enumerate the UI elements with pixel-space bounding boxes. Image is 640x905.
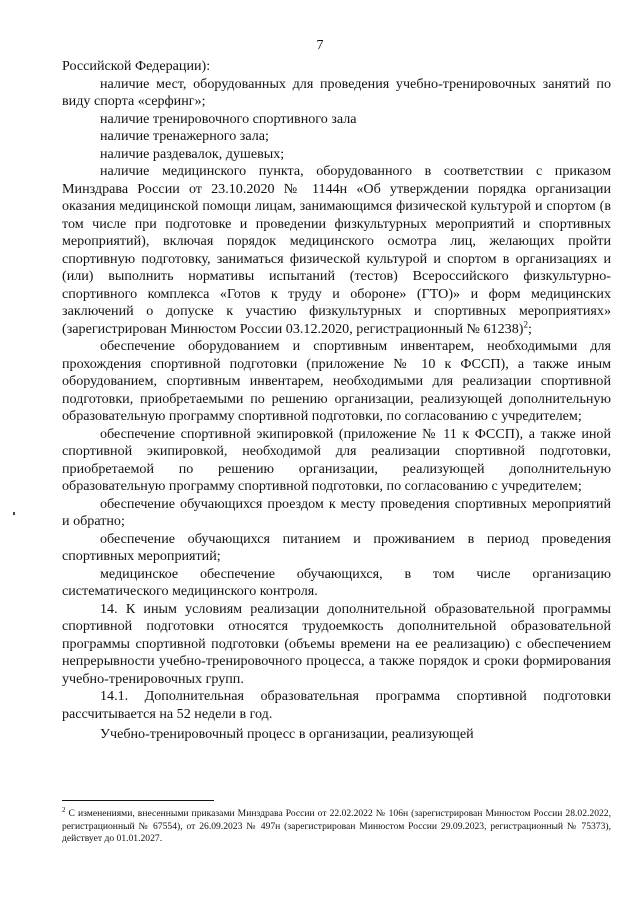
page-number: 7 bbox=[316, 38, 324, 53]
paragraph-outfit: обеспечение спортивной экипировкой (приложение № 11 к ФССП), а также иной спортивной экипировкой, необходимой для реализации спортивной подготовки, приобретаемой по решению организации, реализующей дополнительную образовательную программу спортивной подготовки, по согласованию с учредителем; bbox=[62, 425, 611, 494]
medical-point-text: наличие медицинского пункта, оборудованного в соответствии с приказом Минздрава России от 23.10.2020 № 1144н «Об утверждении порядка организации оказания медицинской помощи лицам, занимающимся физической культурой и спортом (в том числе при подготовке и проведении физкультурных мероприятий и спортивных мероприятий), включая порядок медицинского осмотра лиц, желающих пройти спортивную подготовку, заниматься физической культурой и спортом в организациях и (или) выполнить нормативы испытаний (тестов) Всероссийского физкультурно-спортивного комплекса «Готов к труду и обороне» (ГТО)» и форм медицинских заключений о допуске к участию физкультурных и спортивных мероприятиях» (зарегистрирован Минюстом России 03.12.2020, регистрационный № 61238) bbox=[62, 163, 611, 337]
paragraph-continuation: Российской Федерации): bbox=[62, 58, 211, 74]
paragraph-travel: обеспечение обучающихся проездом к месту проведения спортивных мероприятий и обратно; bbox=[62, 495, 611, 529]
paragraph-gym: наличие тренажерного зала; bbox=[100, 128, 269, 144]
margin-mark bbox=[13, 512, 15, 515]
paragraph-food-lodging: обеспечение обучающихся питанием и проживанием в период проведения спортивных мероприятий; bbox=[62, 530, 611, 564]
paragraph-section-14: 14. К иным условиям реализации дополнительной образовательной программы спортивной подготовки относятся трудоемкость дополнительной образовательной программы спортивной подготовки (объемы времени на ее реализацию) с обеспечением непрерывности учебно-тренировочного процесса, а также порядок и сроки формирования учебно-тренировочных групп. bbox=[62, 600, 611, 687]
footnote bbox=[62, 805, 611, 846]
footnote-reference-suffix: ; bbox=[527, 320, 532, 337]
footnote-divider bbox=[62, 800, 214, 801]
footnote-reference: 2 bbox=[523, 318, 528, 329]
paragraph-medical-point bbox=[62, 163, 611, 338]
footnote-marker: 2 bbox=[62, 805, 66, 814]
body-text bbox=[62, 58, 611, 744]
paragraph-equipment: обеспечение оборудованием и спортивным инвентарем, необходимыми для прохождения спортивной подготовки (приложение № 10 к ФССП), а также иным оборудованием, спортивным инвентарем, необходимыми для реализации спортивной подготовки, приобретаемыми по решению организации, реализующей дополнительную образовательную программу спортивной подготовки, по согласованию с учредителем; bbox=[62, 338, 611, 424]
paragraph-locker-rooms: наличие раздевалок, душевых; bbox=[100, 145, 285, 162]
paragraph-surfing-places: наличие мест, оборудованных для проведения учебно-тренировочных занятий по виду спорта «серфинг»; bbox=[62, 75, 611, 109]
footnote-text: С изменениями, внесенными приказами Минздрава России от 22.02.2022 № 106н (зарегистрирован Минюстом России 28.02.2022, регистрационный № 67554), от 26.09.2023 № 497н (зарегистрирован Минюстом России 29.09.2023, регистрационный № 75373), действует до 01.01.2027. bbox=[62, 808, 611, 844]
paragraph-medical-support: медицинское обеспечение обучающихся, в том числе организацию систематического медицинского контроля. bbox=[62, 565, 611, 599]
paragraph-training-process: Учебно-тренировочный процесс в организации, реализующей bbox=[100, 726, 474, 742]
paragraph-section-14-1: 14.1. Дополнительная образовательная программа спортивной подготовки рассчитывается на 52 недели в год. bbox=[62, 688, 611, 722]
paragraph-training-hall: наличие тренировочного спортивного зала bbox=[100, 110, 357, 127]
